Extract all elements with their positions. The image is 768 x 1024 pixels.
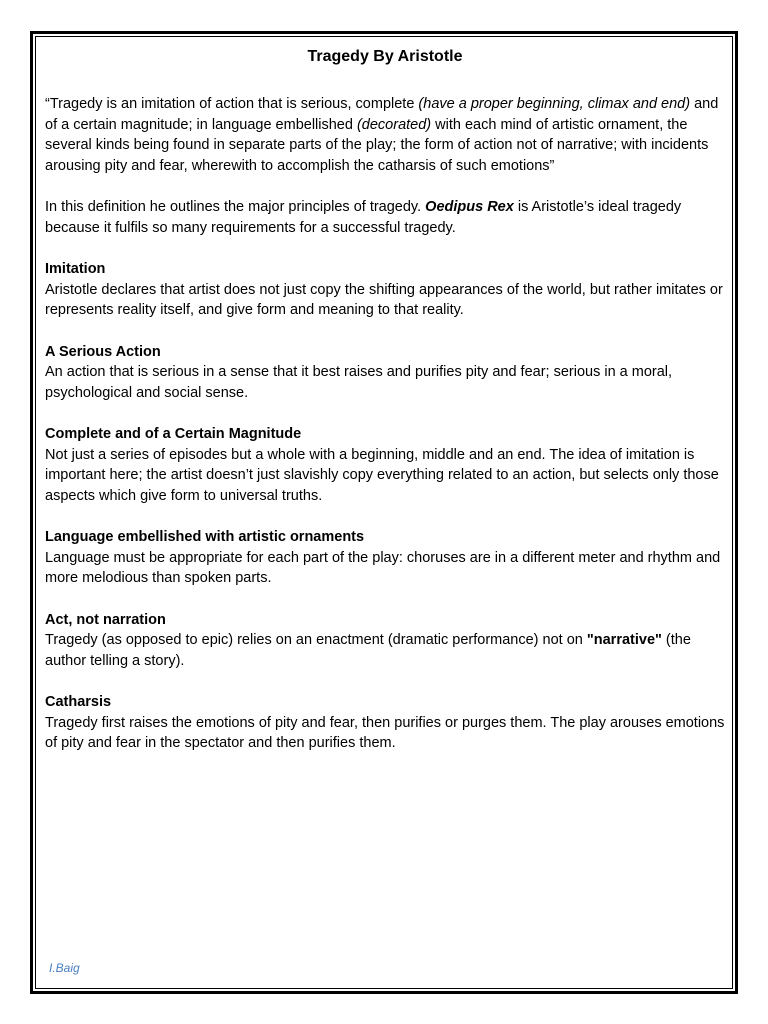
section-heading-act: Act, not narration [45, 611, 166, 628]
document-content [45, 46, 725, 775]
definition-emphasis-1: (have a proper beginning, climax and end) [418, 96, 691, 112]
section-heading-imitation: Imitation [45, 261, 106, 277]
definition-text-3: with each mind of artistic ornament, the several kinds being found in separate parts of the play; the form of action not of narrative; with incidents arousing pity and fear, wherewith to accomplish the catharsis of such emotions” [45, 116, 709, 174]
section-body-imitation: Aristotle declares that artist does not just copy the shifting appearances of the world, but rather imitates or represents reality itself, and give form and meaning to that reality. [45, 281, 723, 318]
section-body-magnitude: Not just a series of episodes but a whole with a beginning, middle and an end. The idea of imitation is important here; the artist doesn’t just slavishly copy everything related to an action, but selects only those aspects which give form to universal truths. [45, 446, 719, 504]
definition-emphasis-2: (decorated) [356, 116, 432, 133]
section-heading-catharsis: Catharsis [45, 694, 112, 710]
intro-emphasis: Oedipus Rex [425, 199, 514, 215]
page-title: Tragedy By Aristotle [307, 48, 463, 65]
act-emphasis: "narrative" [586, 632, 662, 648]
section-body-serious-action: An action that is serious in a sense that it best raises and purifies pity and fear; serious in a moral, psychological and social sense. [45, 364, 673, 401]
intro-text-2: is Aristotle’s ideal tragedy because it fulfils so many requirements for a successful tragedy. [45, 199, 682, 236]
act-text-1: Tragedy (as opposed to epic) relies on an enactment (dramatic performance) not on [45, 632, 587, 648]
section-heading-serious-action: A Serious Action [45, 343, 161, 360]
definition-text-1: “Tragedy is an imitation of action that is serious, complete [45, 96, 419, 112]
section-heading-language: Language embellished with artistic ornaments [45, 529, 365, 545]
definition-text-2: and of a certain magnitude; in language embellished [45, 96, 719, 133]
section-body-language: Language must be appropriate for each part of the play: choruses are in a different meter and rhythm and more melodious than spoken parts. [45, 549, 721, 586]
section-body-catharsis: Tragedy first raises the emotions of pity and fear, then purifies or purges them. The play arouses emotions of pity and fear in the spectator and then purifies them. [45, 714, 725, 751]
act-text-2: (the author telling a story). [45, 632, 691, 669]
intro-paragraph [45, 197, 725, 238]
section-body-act [45, 630, 725, 671]
author-signature: I.Baig [49, 961, 80, 975]
section-heading-magnitude: Complete and of a Certain Magnitude [45, 426, 302, 442]
definition-paragraph [45, 94, 725, 176]
intro-text-1: In this definition he outlines the major principles of tragedy. [45, 199, 426, 215]
